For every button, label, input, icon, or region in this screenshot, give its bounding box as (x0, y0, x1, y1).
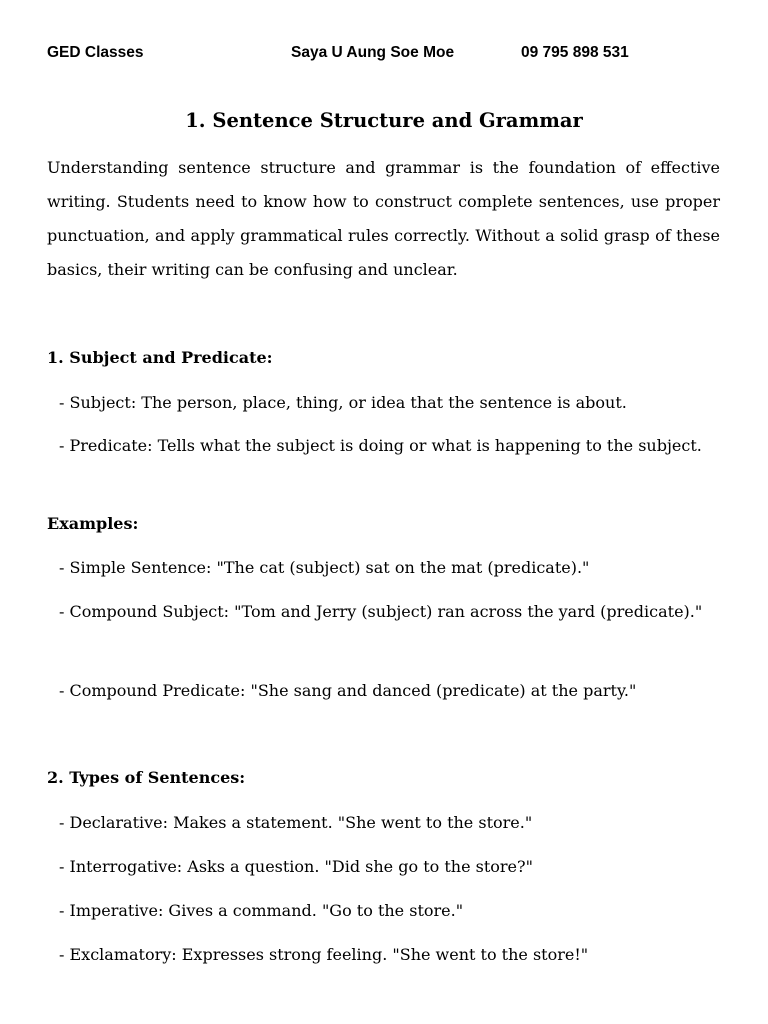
declarative-sentence: - Declarative: Makes a statement. "She went to the store." (59, 813, 533, 832)
predicate-definition: - Predicate: Tells what the subject is doing or what is happening to the subject. (59, 436, 702, 455)
page-title: 1. Sentence Structure and Grammar (185, 109, 583, 132)
example-compound-predicate: - Compound Predicate: "She sang and danced (predicate) at the party." (59, 681, 637, 700)
intro-paragraph: Understanding sentence structure and grammar is the foundation of effective writing. Students need to know how to construct complete sentences, use proper punctuation, and apply grammatical rules correctly. Without a solid grasp of these basics, their writing can be confusing and unclear. (47, 158, 720, 279)
header-class-name: GED Classes (47, 44, 144, 61)
imperative-sentence: - Imperative: Gives a command. "Go to the store." (59, 901, 464, 920)
header-phone-number: 09 795 898 531 (521, 44, 629, 61)
section-2-heading: 2. Types of Sentences: (47, 768, 246, 787)
example-compound-subject: - Compound Subject: "Tom and Jerry (subject) ran across the yard (predicate)." (59, 602, 703, 621)
exclamatory-sentence: - Exclamatory: Expresses strong feeling. "She went to the store!" (59, 945, 589, 964)
subject-definition: - Subject: The person, place, thing, or idea that the sentence is about. (59, 393, 627, 412)
section-1-heading: 1. Subject and Predicate: (47, 348, 273, 367)
interrogative-sentence: - Interrogative: Asks a question. "Did she go to the store?" (59, 857, 533, 876)
example-simple-sentence: - Simple Sentence: "The cat (subject) sat on the mat (predicate)." (59, 558, 590, 577)
examples-heading: Examples: (47, 514, 139, 533)
page-header (47, 44, 727, 64)
header-teacher-name: Saya U Aung Soe Moe (291, 44, 455, 61)
